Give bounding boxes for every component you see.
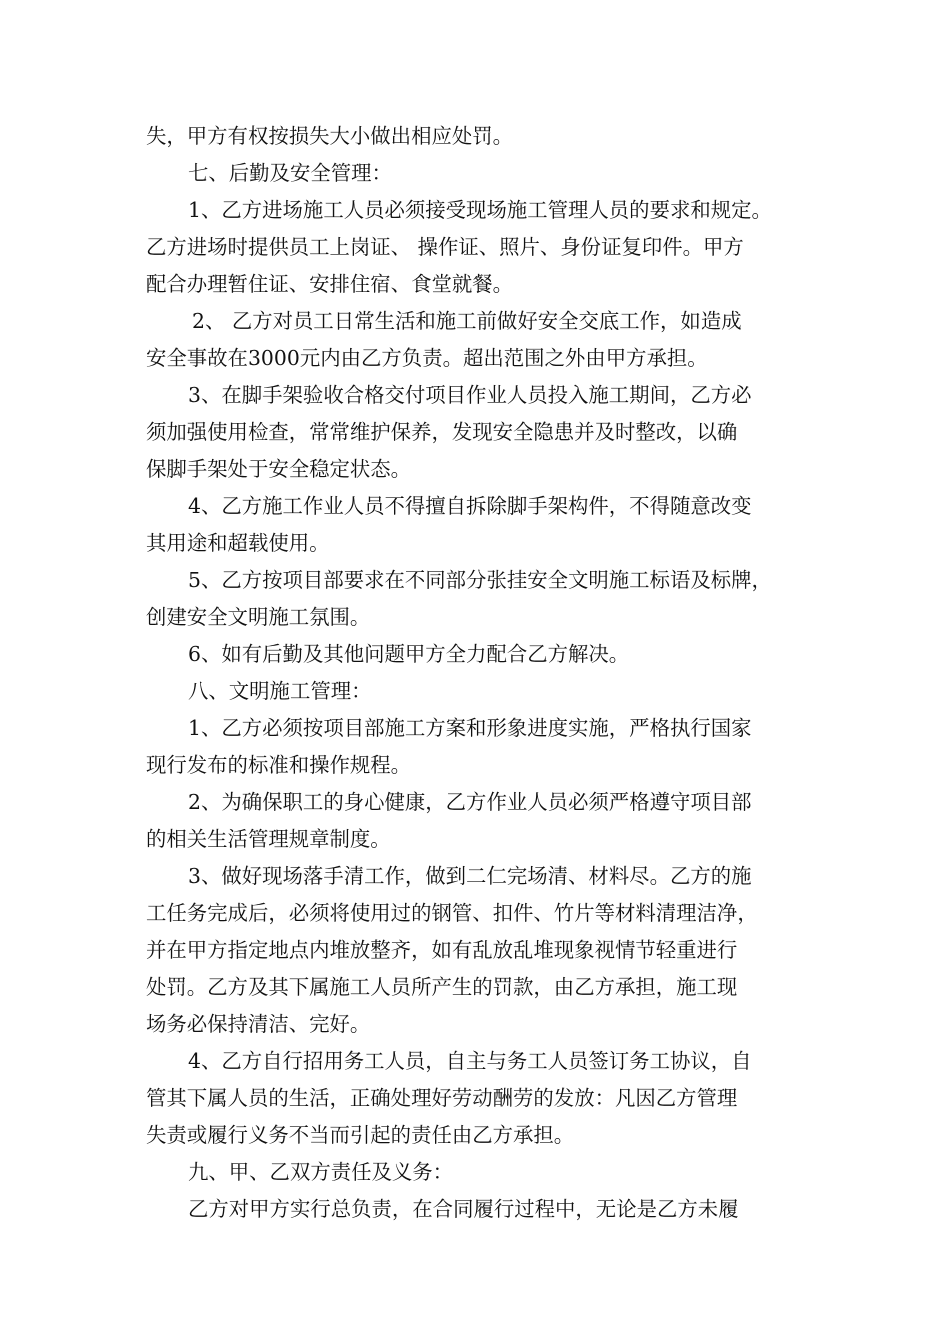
text-line: 须加强使用检查，常常维护保养，发现安全隐患并及时整改，以确 <box>146 420 738 444</box>
text-line: 乙方对甲方实行总负责，在合同履行过程中，无论是乙方未履 <box>188 1197 739 1221</box>
text-line: 乙方进场时提供员工上岗证、 操作证、照片、身份证复印件。甲方 <box>146 235 744 259</box>
text-line: 并在甲方指定地点内堆放整齐，如有乱放乱堆现象视情节轻重进行 <box>146 938 738 962</box>
text-line: 失，甲方有权按损失大小做出相应处罚。 <box>146 124 514 148</box>
text-line: 其用途和超载使用。 <box>146 531 330 555</box>
text-line: 安全事故在3000元内由乙方负责。超出范围之外由甲方承担。 <box>146 346 708 370</box>
text-line: 现行发布的标准和操作规程。 <box>146 753 412 777</box>
text-line: 的相关生活管理规章制度。 <box>146 827 391 851</box>
text-line: 4、乙方自行招用务工人员，自主与务工人员签订务工协议，自 <box>188 1049 752 1073</box>
text-line: 创建安全文明施工氛围。 <box>146 605 371 629</box>
text-line: 3、做好现场落手清工作，做到二仁完场清、材料尽。乙方的施 <box>188 864 752 888</box>
text-line: 保脚手架处于安全稳定状态。 <box>146 457 412 481</box>
section-heading: 九、甲、乙双方责任及义务： <box>188 1160 454 1184</box>
section-heading: 八、文明施工管理： <box>188 679 372 703</box>
text-line: 5、乙方按项目部要求在不同部分张挂安全文明施工标语及标牌， <box>188 568 772 592</box>
text-line: 工任务完成后，必须将使用过的钢管、扣件、竹片等材料清理洁净， <box>146 901 758 925</box>
text-line: 4、乙方施工作业人员不得擅自拆除脚手架构件，不得随意改变 <box>188 494 752 518</box>
section-heading: 七、后勤及安全管理： <box>188 161 392 185</box>
text-line: 配合办理暂住证、安排住宿、食堂就餐。 <box>146 272 514 296</box>
text-line: 3、在脚手架验收合格交付项目作业人员投入施工期间，乙方必 <box>188 383 752 407</box>
text-line: 1、乙方进场施工人员必须接受现场施工管理人员的要求和规定。 <box>188 198 772 222</box>
text-line: 2、 乙方对员工日常生活和施工前做好安全交底工作，如造成 <box>192 309 742 333</box>
text-line: 失责或履行义务不当而引起的责任由乙方承担。 <box>146 1123 575 1147</box>
text-line: 6、如有后勤及其他问题甲方全力配合乙方解决。 <box>188 642 630 666</box>
text-line: 2、为确保职工的身心健康，乙方作业人员必须严格遵守项目部 <box>188 790 752 814</box>
text-line: 场务必保持清洁、完好。 <box>146 1012 371 1036</box>
text-line: 管其下属人员的生活，正确处理好劳动酬劳的发放：凡因乙方管理 <box>146 1086 738 1110</box>
text-line: 处罚。乙方及其下属施工人员所产生的罚款，由乙方承担，施工现 <box>146 975 738 999</box>
document-body <box>146 118 808 1228</box>
text-line: 1、乙方必须按项目部施工方案和形象进度实施，严格执行国家 <box>188 716 752 740</box>
